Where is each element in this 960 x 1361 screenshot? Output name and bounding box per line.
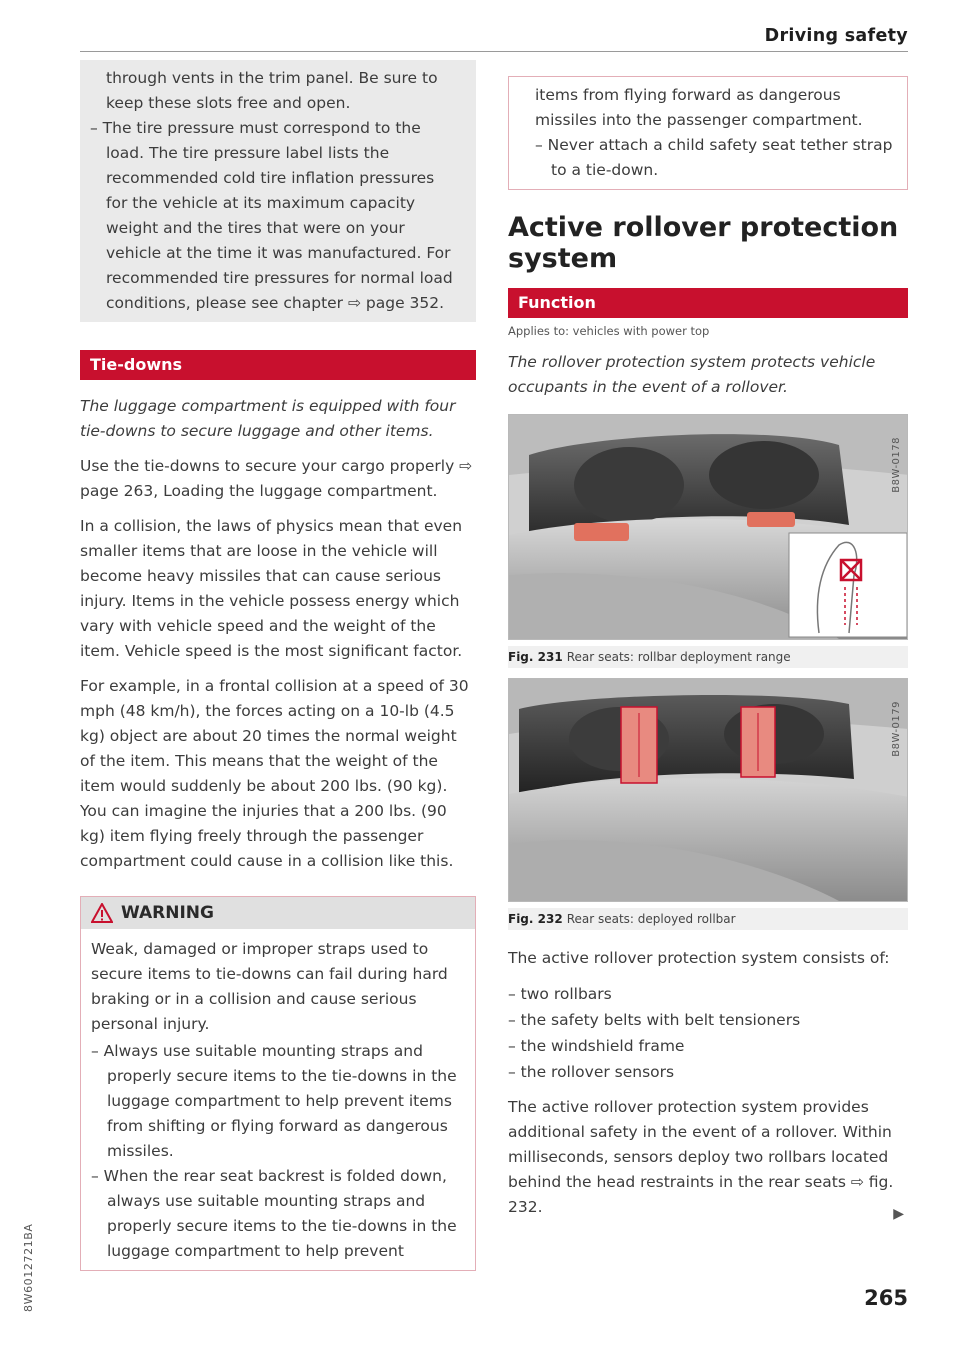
system-description: The active rollover protection system provides additional safety in the event of a rollover. Within milliseconds, sensors deploy two rollbars located behind the head restraints in the rear seats ⇨ fig. 232.	[508, 1098, 894, 1216]
consists-of-text: The active rollover protection system consists of:	[508, 949, 890, 967]
page-number: 265	[864, 1286, 908, 1310]
components-list	[508, 981, 908, 1085]
right-column	[508, 60, 908, 1220]
warning-title: WARNING	[121, 903, 214, 923]
sub-heading-function: Function	[508, 288, 908, 318]
figure-232-code: B8W-0179	[891, 701, 902, 757]
list-item: – two rollbars	[508, 985, 612, 1003]
figure-232-caption	[508, 908, 908, 930]
figure-231-image	[508, 414, 908, 640]
figure-231-label: Fig. 231	[508, 650, 563, 664]
tie-downs-lead: The luggage compartment is equipped with four tie-downs to secure luggage and other items.	[80, 397, 456, 440]
child-seat-bullet: – Never attach a child safety seat tether strap to a tie-down.	[535, 136, 893, 179]
applies-to: Applies to: vehicles with power top	[508, 324, 710, 338]
warning-bullet-2: – When the rear seat backrest is folded down, always use suitable mounting straps and properly secure items to the tie-downs in the luggage compartment to help prevent	[91, 1167, 457, 1260]
warning-paragraph: Weak, damaged or improper straps used to secure items to tie-downs can fail during hard braking or in a collision and cause serious personal injury.	[91, 940, 448, 1033]
figure-231-caption	[508, 646, 908, 668]
figure-232-label: Fig. 232	[508, 912, 563, 926]
warning-triangle-icon	[91, 903, 113, 923]
list-item: – the safety belts with belt tensioners	[508, 1011, 801, 1029]
warning-box	[80, 896, 476, 1271]
deployed-rollbar-illustration	[509, 679, 908, 901]
warning-body	[81, 929, 475, 1270]
figure-231-code: B8W-0178	[891, 437, 902, 493]
section-heading: Active rollover protection system	[508, 212, 899, 274]
warning-bullet-1: – Always use suitable mounting straps and properly secure items to the tie-downs in the luggage compartment to help prevent items from shifting or flying forward as dangerous missiles.	[91, 1042, 457, 1160]
warning-header	[81, 897, 475, 929]
list-item: – the windshield frame	[508, 1037, 685, 1055]
list-item: – the rollover sensors	[508, 1063, 675, 1081]
figure-232-image	[508, 678, 908, 902]
tie-downs-paragraph-3: For example, in a frontal collision at a speed of 30 mph (48 km/h), the forces acting on a 10-lb (4.5 kg) object are about 20 times the normal weight of the item. This means that the weight of the item would suddenly be about 200 lbs. (90 kg). You can imagine the injuries that a 200 lbs. (90 kg) item flying freely through the passenger compartment could cause in a collision like this.	[80, 677, 469, 870]
running-header: Driving safety	[764, 26, 908, 46]
vents-text: through vents in the trim panel. Be sure to keep these slots free and open.	[106, 69, 438, 112]
warning-continuation-box	[508, 76, 908, 190]
document-code: 8W6012721BA	[22, 1223, 35, 1312]
rear-seats-rollbar-range-illustration	[509, 415, 908, 639]
tie-downs-paragraph-2: In a collision, the laws of physics mean that even smaller items that are loose in the vehicle will become heavy missiles that can cause serious injury. Items in the vehicle possess energy which vary with vehicle speed and the weight of the item. Vehicle speed is the most significant factor.	[80, 517, 463, 660]
tire-pressure-bullet: – The tire pressure must correspond to the load. The tire pressure label lists the recommended cold tire inflation pressures for the vehicle at its maximum capacity weight and the tires that were on your vehicle at the time it was manufactured. For recommended tire pressures for normal load conditions, please see chapter ⇨ page 352.	[90, 119, 453, 312]
tie-downs-paragraph-1: Use the tie-downs to secure your cargo properly ⇨ page 263, Loading the luggage compartment.	[80, 457, 473, 500]
warning-continuation-text: items from flying forward as dangerous missiles into the passenger compartment.	[535, 86, 863, 129]
section-title-tie-downs: Tie-downs	[80, 350, 476, 380]
continue-arrow-icon: ▶	[893, 1206, 904, 1222]
tire-pressure-note-box	[80, 60, 476, 322]
figure-232-caption-text: Rear seats: deployed rollbar	[566, 912, 736, 926]
figure-231-caption-text: Rear seats: rollbar deployment range	[566, 650, 791, 664]
header-divider	[80, 51, 908, 52]
left-column	[80, 60, 476, 1271]
function-lead: The rollover protection system protects vehicle occupants in the event of a rollover.	[508, 353, 876, 396]
